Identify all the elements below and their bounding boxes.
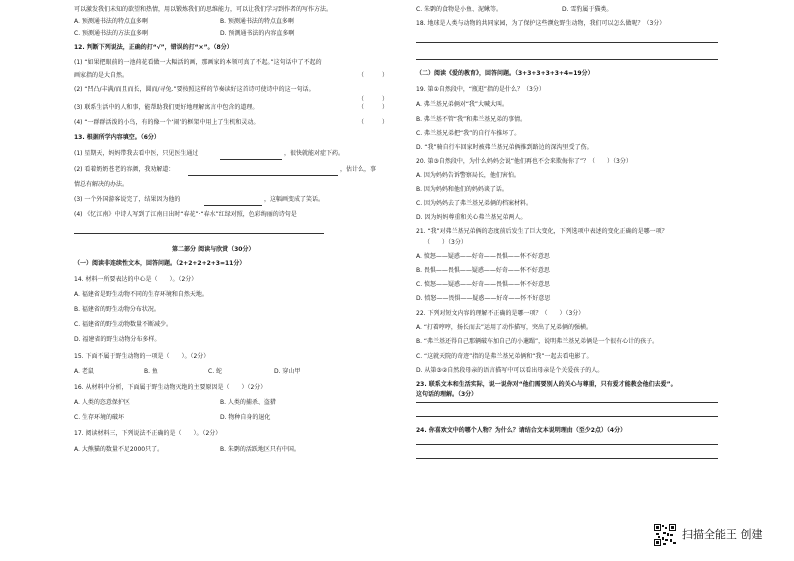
blank-line[interactable]	[220, 159, 282, 160]
answer-line[interactable]	[416, 402, 718, 403]
option: C. 生存环境的破坏	[74, 414, 125, 421]
text-line: 可以激发我们未知的欲望和热情，用以锻炼我们的思维能力，可以让我们学习到作者的写作方法。	[74, 6, 333, 13]
option: A. 福建省是野生动物不同的生存环境和自然天地。	[74, 291, 208, 298]
option: B. 弗兰基不管“我”和弗兰基兄弟的事情。	[416, 116, 527, 123]
question-12-4: (4) “一群群活泼的小鸟，有的像一个‘闹’的框架中用上了生机和灵动。	[74, 119, 260, 126]
option: C. 蛇	[208, 368, 223, 375]
question-23b: 这句话的理解。（3分）	[416, 391, 478, 398]
question-12-1: (1) “如果把眼前的一池荷花看做一大幅活的画，那画家的本领可真了不起。”这句话中了不起的	[74, 59, 322, 66]
answer-paren: （ ）	[358, 72, 389, 79]
option: D. 福建省的野生动物分布多样。	[74, 336, 161, 343]
option: D. 雪豹属于猫类。	[562, 6, 613, 13]
option: B. 人类的捕杀、盗猎	[220, 399, 276, 406]
question-13: 13. 根据所学内容填空。（6分）	[74, 134, 160, 141]
blank-line[interactable]	[204, 205, 262, 206]
answer-line[interactable]	[416, 59, 718, 60]
question-12: 12. 判断下列说法，正确的打“√”，错误的打“×”。（8分）	[74, 44, 233, 51]
option: D. 愤怒——畏惧——疑惑——好奇——怀不好意思	[416, 295, 551, 302]
answer-line[interactable]	[416, 42, 718, 43]
question-23: 23. 联系文本和生活实际，说一说你对“他们需要别人的关心与尊重，只有爱才能教会他们去爱”。	[416, 381, 677, 388]
option: B. 福建省的野生动物分布状况。	[74, 306, 160, 313]
option: C. 福建省的野生动物数量不断减少。	[74, 321, 173, 328]
option: A. “打着哼哼，扬长而去”运用了动作描写，突出了兄弟俩的强横。	[416, 324, 593, 331]
part-2-title: 第二部分 阅读与欣赏（30分）	[172, 246, 255, 253]
option: A. 人类的恣意保护区	[74, 399, 130, 406]
option: B. 鱼	[144, 368, 158, 375]
option: B. “弗兰基还得自己那辆破车加自己的小邋蹋”，说明弗兰基兄弟俩是一个很有心计的孩子。	[416, 338, 659, 345]
question-15: 15. 下面不属于野生动物的一项是（ ）。（2分）	[74, 353, 210, 360]
option: D. “我”骑自行车回家时被弗兰基兄弟俩推到路边的深沟里受了伤。	[416, 144, 593, 151]
question-13-3b: ，这幅画变成了笑话。	[264, 196, 325, 203]
question-13-2c: 情总有解决的办法。	[74, 181, 129, 188]
question-24: 24. 你喜欢文中的哪个人物？为什么？请结合文本说明理由（至少2点）（4分）	[416, 427, 627, 434]
question-17: 17. 阅读材料三，下列说法不正确的是（ ）。（2分）	[74, 430, 222, 437]
answer-line[interactable]	[416, 458, 718, 459]
question-12-1b: 画家指的是大自然。	[74, 72, 129, 79]
question-14: 14. 材料一所要表达的中心是（ ）。（2分）	[74, 276, 198, 283]
scanner-brand-label: 扫描全能王 创建	[682, 528, 763, 541]
blank-line[interactable]	[188, 175, 338, 176]
question-19: 19. 第①自然段中，“瓶逛”指的是什么？（3分）	[416, 86, 545, 93]
section-1-title: （一）阅读非连续性文本，回答问题。（2+2+2+2+3=11分）	[74, 260, 246, 267]
question-18: 18. 地球是人类与动物的共同家园，为了保护这些濒危野生动物，我们可以怎么做呢？（3分）	[416, 20, 666, 27]
question-12-3: (3) 联系生活中的人和事，能帮助我们更好地理解寓言中包含的道理。	[74, 104, 259, 111]
option: C. 弗兰基兄弟把“我”的自行车推坏了。	[416, 130, 521, 137]
option: A. 大熊猫的数量不足2000只了。	[74, 446, 164, 453]
answer-paren: （ ）	[358, 104, 389, 111]
question-21: 21. “我”对弗兰基兄弟俩的态度前后发生了巨大变化，下列选项中表述的变化正确的是哪一项？	[416, 228, 668, 235]
option: A. 预测通书法的特点直多啊	[74, 18, 148, 25]
question-13-1b: ，很快就能对症下药。	[284, 150, 345, 157]
question-13-2a: (2) 看着奶奶苍老的容颜，我劝解道：	[74, 166, 175, 173]
option: D. 物种自身的退化	[220, 414, 271, 421]
question-13-2b: ，估计么，事	[340, 166, 377, 173]
answer-line[interactable]	[416, 444, 718, 445]
option: D. 从第③②自然段母亲的语言描写中可以看出母亲是个关爱孩子的人。	[416, 367, 604, 374]
answer-line[interactable]	[416, 416, 718, 417]
answer-paren: （ ）	[358, 119, 389, 126]
option: C. “这就天院的奇迹”指的是弗兰基兄弟俩和“我”一起去看电影了。	[416, 353, 593, 360]
answer-paren: （ ）（3分）	[424, 239, 467, 246]
question-22: 22. 下列对短文内容的理解不正确的是哪一项？（ ）（3分）	[416, 310, 585, 317]
question-20: 20. 第③自然段中，为什么妈妈会说“他们再也不会来欺侮你了”？（ ）（3分）	[416, 158, 632, 165]
option: A. 弗兰基兄弟俩对“我”大喊大叫。	[416, 101, 509, 108]
question-13-4a: (4) 《忆江南》中诗人写到了江南日出时“春花”·“春水”红绿对照，色彩绚丽的诗句是	[74, 211, 297, 218]
question-13-3a: (3) 一个外国游客说完了，结果因为他的	[74, 196, 181, 203]
option: A. 老鼠	[74, 368, 94, 375]
option: D. 因为妈妈尊重和关心弗兰基兄弟两人。	[416, 214, 527, 221]
answer-paren: （ ）	[358, 96, 389, 103]
question-16: 16. 从材料中分析，下面属于野生动物灭绝的主要原因是（ ）（2分）	[74, 384, 267, 391]
option: A. 愤怒——疑惑——好奇——畏惧——怀不好意思	[416, 253, 550, 260]
option: C. 因为妈妈去了弗兰基兄弟俩的档案材料。	[416, 200, 533, 207]
blank-line[interactable]	[74, 233, 324, 234]
option: B. 因为妈妈和他们的妈妈谈了话。	[416, 186, 508, 193]
option: A. 因为妈妈告诉警察局长，他们害怕。	[416, 172, 520, 179]
qr-code-icon	[654, 524, 676, 546]
option: D. 穿山甲	[274, 368, 301, 375]
option: C. 朱鹮的食物是小鱼、泥鳅等。	[416, 6, 503, 13]
option: B. 畏惧——畏惧——疑惑——好奇——怀不好意思	[416, 267, 550, 274]
option: C. 预测通书法的方法直多啊	[74, 30, 149, 37]
option: C. 愤怒——疑惑——好奇——畏惧——怀不好意思	[416, 281, 551, 288]
section-2-title: （二）阅读《爱的教育》，回答问题。（3+3+3+3+3+4=19分）	[416, 70, 594, 77]
question-12-2: (2) “凹凸/丰满/而且而长，圆而/寻兔.”要按照这样的节奏读好这首诗可使诗中的这一句话。	[74, 86, 315, 93]
option: B. 朱鹮的活跃地区只有中国。	[220, 446, 300, 453]
option: B. 预测通书法的特点直多啊	[220, 18, 294, 25]
question-13-1a: (1) 星期天，妈妈带我去看中医，只见医生通过	[74, 150, 199, 157]
option: D. 预测通书法的内容直多啊	[220, 30, 295, 37]
